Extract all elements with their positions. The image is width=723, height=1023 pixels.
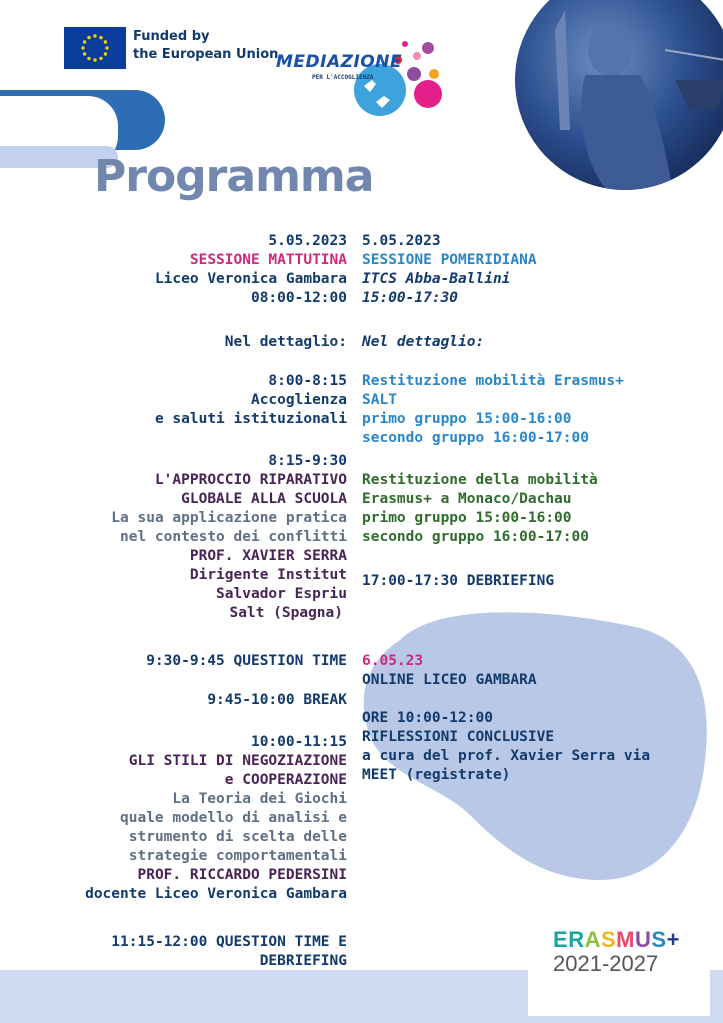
left-time: 08:00-12:00 xyxy=(250,290,347,306)
question-time-2 xyxy=(0,933,347,971)
right-detail-label: Nel dettaglio: xyxy=(362,334,485,350)
d2-title: RIFLESSIONI CONCLUSIVE xyxy=(362,729,555,745)
day2-session xyxy=(362,652,650,785)
left-block-negotiation xyxy=(0,733,347,904)
d2-desc1: a cura del prof. Xavier Serra via xyxy=(362,748,651,764)
right-date: 5.05.2023 xyxy=(362,233,441,249)
erasmus-letter: E xyxy=(553,927,569,952)
d2-date: 6.05.23 xyxy=(362,653,424,669)
r2-line4: secondo gruppo 16:00-17:00 xyxy=(362,529,589,545)
erasmus-letter: S xyxy=(600,927,617,952)
logo-main-text: MEDIAZIONE xyxy=(276,52,403,72)
b2-desc1: La sua applicazione pratica xyxy=(111,510,347,526)
b3-desc1: La Teoria dei Giochi xyxy=(172,791,347,807)
r1-line1: Restituzione mobilità Erasmus+ xyxy=(362,373,624,389)
erasmus-letter: A xyxy=(584,927,601,952)
eu-flag xyxy=(64,27,126,69)
b2-role2: Salvador Espriu xyxy=(216,586,347,602)
d2-desc2: MEET (registrate) xyxy=(362,767,511,783)
b3-desc2: quale modello di analisi e xyxy=(120,810,347,826)
b2-desc2: nel contesto dei conflitti xyxy=(120,529,347,545)
b1-line2: e saluti istituzionali xyxy=(154,411,347,427)
erasmus-wordmark xyxy=(553,928,703,952)
r1-line4: secondo gruppo 16:00-17:00 xyxy=(362,430,589,446)
r2-line3: primo gruppo 15:00-16:00 xyxy=(362,510,572,526)
erasmus-letter: M xyxy=(616,927,635,952)
left-column xyxy=(0,232,347,308)
erasmus-logo xyxy=(553,928,703,976)
left-session: SESSIONE MATTUTINA xyxy=(189,252,347,268)
right-time: 15:00-17:30 xyxy=(362,290,459,306)
b2-title2: GLOBALE ALLA SCUOLA xyxy=(181,491,347,507)
b3-desc3: strumento di scelta delle xyxy=(128,829,347,845)
erasmus-letter: S xyxy=(651,927,667,952)
b3-title1: GLI STILI DI NEGOZIAZIONE xyxy=(128,753,347,769)
right-venue: ITCS Abba-Ballini xyxy=(362,271,511,287)
b2-role3: Salt (Spagna) xyxy=(229,605,343,621)
b3-speaker: PROF. RICCARDO PEDERSINI xyxy=(137,867,347,883)
b3-time: 10:00-11:15 xyxy=(250,734,347,750)
d2-time: ORE 10:00-12:00 xyxy=(362,710,493,726)
b1-line1: Accoglienza xyxy=(250,392,347,408)
qt2-line2: DEBRIEFING xyxy=(259,953,347,969)
logo-sub-text: PER L'ACCOGLIENZA xyxy=(312,74,374,81)
erasmus-letter: R xyxy=(568,927,585,952)
qt2-line1: 11:15-12:00 QUESTION TIME E xyxy=(111,934,347,950)
right-column xyxy=(362,232,537,308)
r2-line2: Erasmus+ a Monaco/Dachau xyxy=(362,491,572,507)
left-venue: Liceo Veronica Gambara xyxy=(154,271,347,287)
right-block-dachau xyxy=(362,471,598,547)
b3-role: docente Liceo Veronica Gambara xyxy=(85,886,347,902)
eu-funded-text xyxy=(133,28,278,64)
right-debriefing: 17:00-17:30 DEBRIEFING xyxy=(362,573,555,589)
left-block-approach xyxy=(0,452,347,623)
left-block-welcome xyxy=(0,372,347,429)
erasmus-years: 2021-2027 xyxy=(553,951,659,976)
question-time-1: 9:30-9:45 QUESTION TIME xyxy=(146,653,347,669)
mediazione-logo xyxy=(272,36,447,116)
eu-text-line2: the European Union xyxy=(133,47,279,62)
right-session: SESSIONE POMERIDIANA xyxy=(362,252,537,268)
left-date: 5.05.2023 xyxy=(268,233,347,249)
d2-venue: ONLINE LICEO GAMBARA xyxy=(362,672,537,688)
eu-text-line1: Funded by xyxy=(133,29,210,44)
break: 9:45-10:00 BREAK xyxy=(207,692,347,708)
page-title: Programma xyxy=(94,151,374,202)
right-block-salt xyxy=(362,372,624,448)
eu-stars-icon xyxy=(64,27,126,69)
r1-line2: SALT xyxy=(362,392,397,408)
erasmus-letter: + xyxy=(666,927,680,952)
r1-line3: primo gruppo 15:00-16:00 xyxy=(362,411,572,427)
left-detail-label: Nel dettaglio: xyxy=(224,334,347,350)
b3-desc4: strategie comportamentali xyxy=(128,848,347,864)
b2-speaker: PROF. XAVIER SERRA xyxy=(189,548,347,564)
b2-title1: L'APPROCCIO RIPARATIVO xyxy=(154,472,347,488)
r2-line1: Restituzione della mobilità xyxy=(362,472,598,488)
erasmus-letter: U xyxy=(634,927,652,952)
b1-time: 8:00-8:15 xyxy=(268,373,347,389)
b2-time: 8:15-9:30 xyxy=(268,453,347,469)
b2-role1: Dirigente Institut xyxy=(189,567,347,583)
b3-title2: e COOPERAZIONE xyxy=(224,772,347,788)
